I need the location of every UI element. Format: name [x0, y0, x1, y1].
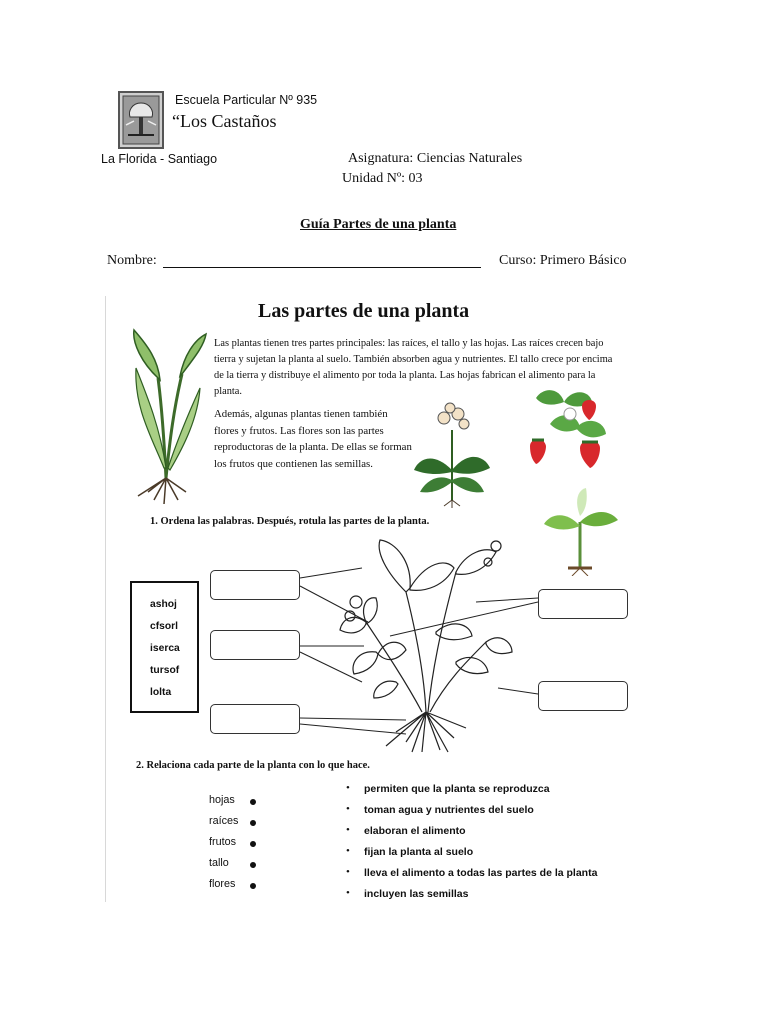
plant-function-option: toman agua y nutrientes del suelo	[364, 804, 534, 816]
match-dot[interactable]	[250, 883, 256, 889]
bullet-icon: •	[346, 782, 350, 794]
question-2: 2. Relaciona cada parte de la planta con lo que hace.	[136, 760, 370, 771]
scrambled-word: cfsorl	[150, 621, 179, 632]
bullet-icon: •	[346, 887, 350, 899]
plant-part-label: frutos	[209, 836, 237, 848]
label-pointer-lines	[106, 296, 636, 766]
school-logo	[118, 91, 164, 149]
worksheet-image	[105, 296, 636, 902]
subject-label: Asignatura: Ciencias Naturales	[348, 151, 523, 166]
guide-title: Guía Partes de una planta	[300, 217, 457, 232]
question-1: 1. Ordena las palabras. Después, rotula las partes de la planta.	[150, 516, 430, 527]
match-dot[interactable]	[250, 862, 256, 868]
plant-part-label: raíces	[209, 815, 239, 827]
scrambled-word: ashoj	[150, 599, 177, 610]
scrambled-word: lolta	[150, 687, 172, 698]
school-name: Escuela Particular Nº 935	[175, 93, 318, 107]
plant-function-option: fijan la planta al suelo	[364, 846, 474, 858]
intro-paragraph-2: Además, algunas plantas tienen también flores y frutos. Las flores son las partes reproductoras de la planta. De ellas se forman los frutos que contienen las semillas.	[214, 408, 412, 470]
scrambled-word: tursof	[150, 665, 180, 676]
plant-part-label: tallo	[209, 857, 229, 869]
plant-function-option: permiten que la planta se reproduzca	[364, 783, 550, 795]
plant-part-label: hojas	[209, 794, 235, 806]
unit-label: Unidad Nº: 03	[342, 171, 423, 186]
bullet-icon: •	[346, 824, 350, 836]
course-label: Curso: Primero Básico	[499, 253, 627, 268]
scrambled-word: iserca	[150, 643, 180, 654]
school-motto: “Los Castaños	[172, 111, 277, 131]
plant-part-label: flores	[209, 878, 236, 890]
name-field-line[interactable]	[163, 267, 481, 268]
match-dot[interactable]	[250, 799, 256, 805]
plant-function-option: elaboran el alimento	[364, 825, 466, 837]
match-dot[interactable]	[250, 841, 256, 847]
plant-function-option: lleva el alimento a todas las partes de la planta	[364, 867, 598, 879]
match-dot[interactable]	[250, 820, 256, 826]
bullet-icon: •	[346, 845, 350, 857]
name-label: Nombre:	[107, 253, 157, 268]
bullet-icon: •	[346, 803, 350, 815]
plant-function-option: incluyen las semillas	[364, 888, 469, 900]
bullet-icon: •	[346, 866, 350, 878]
intro-paragraph-1: Las plantas tienen tres partes principales: las raíces, el tallo y las hojas. Las raíces crecen bajo tierra y sujetan la planta al suelo. También absorben agua y nutrientes. El tallo crece por encima de la tierra y distribuye el alimento por toda la planta. Las hojas fabrican el alimento para la planta.	[214, 338, 613, 397]
worksheet-title: Las partes de una planta	[258, 300, 470, 322]
school-location: La Florida - Santiago	[101, 152, 218, 166]
